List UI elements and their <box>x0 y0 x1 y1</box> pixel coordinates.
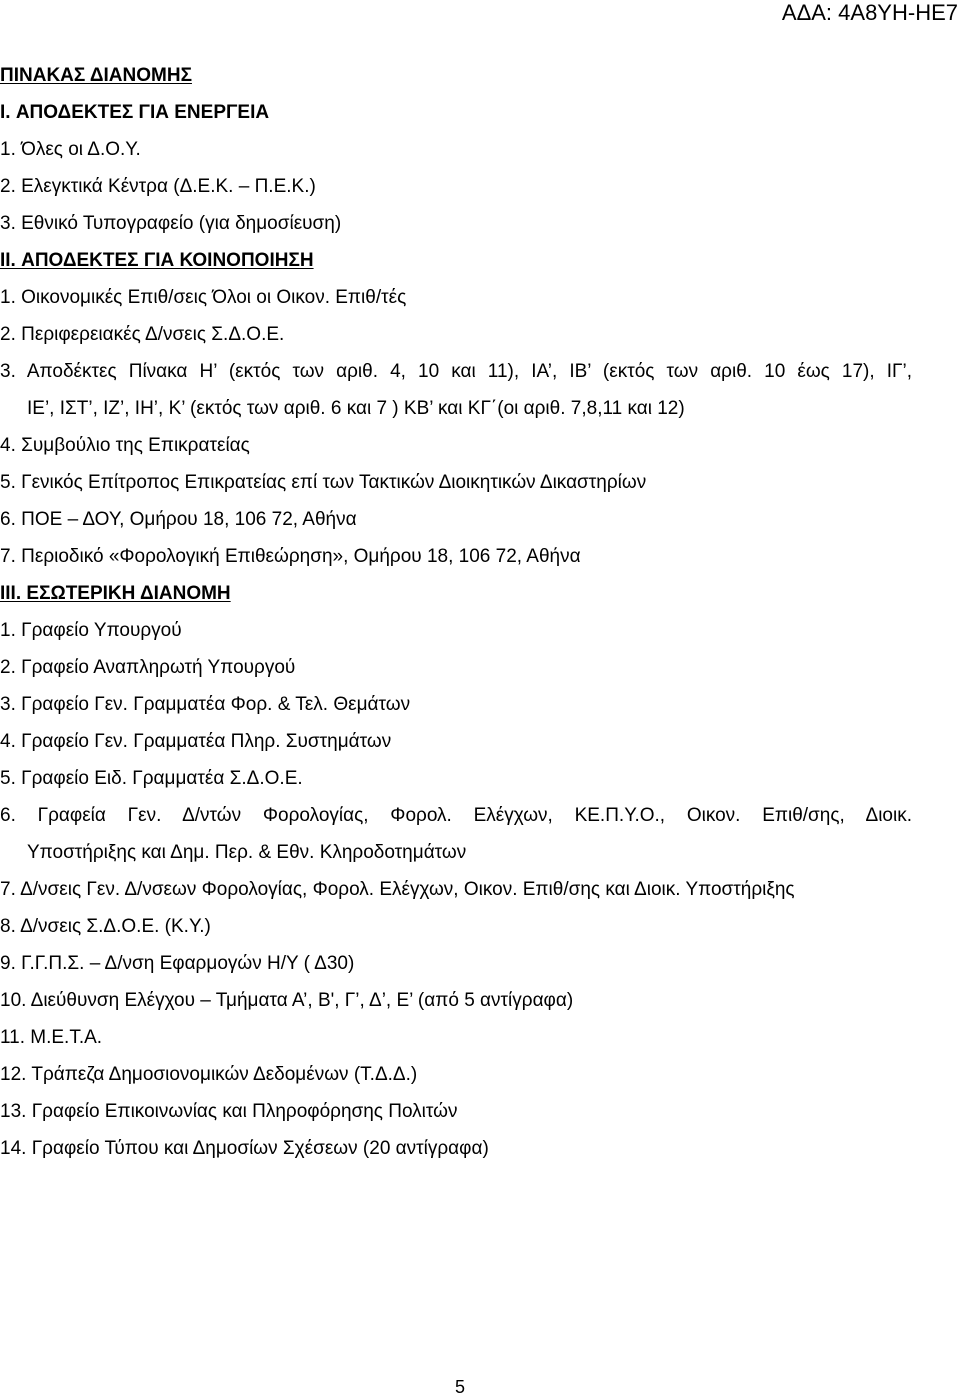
section3-item-5: 5. Γραφείο Ειδ. Γραμματέα Σ.Δ.Ο.Ε. <box>0 768 303 789</box>
section3-item-14: 14. Γραφείο Τύπου και Δημοσίων Σχέσεων (20 αντίγραφα) <box>0 1138 489 1159</box>
section3-item-12: 12. Τράπεζα Δημοσιονομικών Δεδομένων (Τ.Δ.Δ.) <box>0 1064 418 1085</box>
section2-item-5: 5. Γενικός Επίτροπος Επικρατείας επί των Τακτικών Διοικητικών Δικαστηρίων <box>0 472 647 493</box>
section3-item-6-line2: Υποστήριξης και Δημ. Περ. & Εθν. Κληροδοτημάτων <box>27 842 467 863</box>
section2-item-4: 4. Συμβούλιο της Επικρατείας <box>0 435 250 456</box>
section3-item-11: 11. Μ.Ε.Τ.Α. <box>0 1027 103 1048</box>
section3-item-2: 2. Γραφείο Αναπληρωτή Υπουργού <box>0 657 296 678</box>
section2-heading: II. ΑΠΟΔΕΚΤΕΣ ΓΙΑ ΚΟΙΝΟΠΟΙΗΣΗ <box>0 250 314 271</box>
section3-item-1: 1. Γραφείο Υπουργού <box>0 620 182 641</box>
section1-item-3: 3. Εθνικό Τυπογραφείο (για δημοσίευση) <box>0 213 342 234</box>
section2-item-2: 2. Περιφερειακές Δ/νσεις Σ.Δ.Ο.Ε. <box>0 324 285 345</box>
section1-item-2: 2. Ελεγκτικά Κέντρα (Δ.Ε.Κ. – Π.Ε.Κ.) <box>0 176 316 197</box>
section3-heading: III. ΕΣΩΤΕΡΙΚΗ ΔΙΑΝΟΜΗ <box>0 583 231 604</box>
section3-item-8: 8. Δ/νσεις Σ.Δ.Ο.Ε. (Κ.Υ.) <box>0 916 211 937</box>
section3-item-9: 9. Γ.Γ.Π.Σ. – Δ/νση Εφαρμογών Η/Υ ( Δ30) <box>0 953 355 974</box>
section1-item-1: 1. Όλες οι Δ.Ο.Υ. <box>0 139 141 160</box>
section2-item-1: 1. Οικονομικές Επιθ/σεις Όλοι οι Οικον. Επιθ/τές <box>0 287 407 308</box>
section3-item-10: 10. Διεύθυνση Ελέγχου – Τμήματα Α’, Β', Γ’, Δ’, Ε’ (από 5 αντίγραφα) <box>0 990 574 1011</box>
ada-code: ΑΔΑ: 4Α8ΥΗ-ΗΕ7 <box>781 0 958 25</box>
section2-item-3-line1: 3. Αποδέκτες Πίνακα Η’ (εκτός των αριθ. 4, 10 και 11), ΙΑ’, ΙΒ’ (εκτός των αριθ. 10 έως 17), ΙΓ’, <box>0 361 912 382</box>
section3-item-4: 4. Γραφείο Γεν. Γραμματέα Πληρ. Συστημάτων <box>0 731 392 752</box>
section3-item-7: 7. Δ/νσεις Γεν. Δ/νσεων Φορολογίας, Φορολ. Ελέγχων, Οικον. Επιθ/σης και Διοικ. Υποστήριξης <box>0 879 795 900</box>
title: ΠΙΝΑΚΑΣ ΔΙΑΝΟΜΗΣ <box>0 65 192 86</box>
section3-item-3: 3. Γραφείο Γεν. Γραμματέα Φορ. & Τελ. Θεμάτων <box>0 694 411 715</box>
section1-heading: I. ΑΠΟΔΕΚΤΕΣ ΓΙΑ ΕΝΕΡΓΕΙΑ <box>0 102 270 123</box>
section3-item-13: 13. Γραφείο Επικοινωνίας και Πληροφόρησης Πολιτών <box>0 1101 458 1122</box>
page-number: 5 <box>454 1377 465 1397</box>
section2-item-6: 6. ΠΟΕ – ΔΟΥ, Ομήρου 18, 106 72, Αθήνα <box>0 509 357 530</box>
section3-item-6-line1: 6. Γραφεία Γεν. Δ/ντών Φορολογίας, Φορολ. Ελέγχων, ΚΕ.Π.Υ.Ο., Οικον. Επιθ/σης, Διοικ. <box>0 805 912 826</box>
section2-item-7: 7. Περιοδικό «Φορολογική Επιθεώρηση», Ομήρου 18, 106 72, Αθήνα <box>0 546 581 567</box>
section2-item-3-line2: ΙΕ’, ΙΣΤ’, ΙΖ’, ΙΗ’, Κ’ (εκτός των αριθ. 6 και 7 ) ΚΒ’ και ΚΓ΄(οι αριθ. 7,8,11 και 12) <box>27 398 685 419</box>
